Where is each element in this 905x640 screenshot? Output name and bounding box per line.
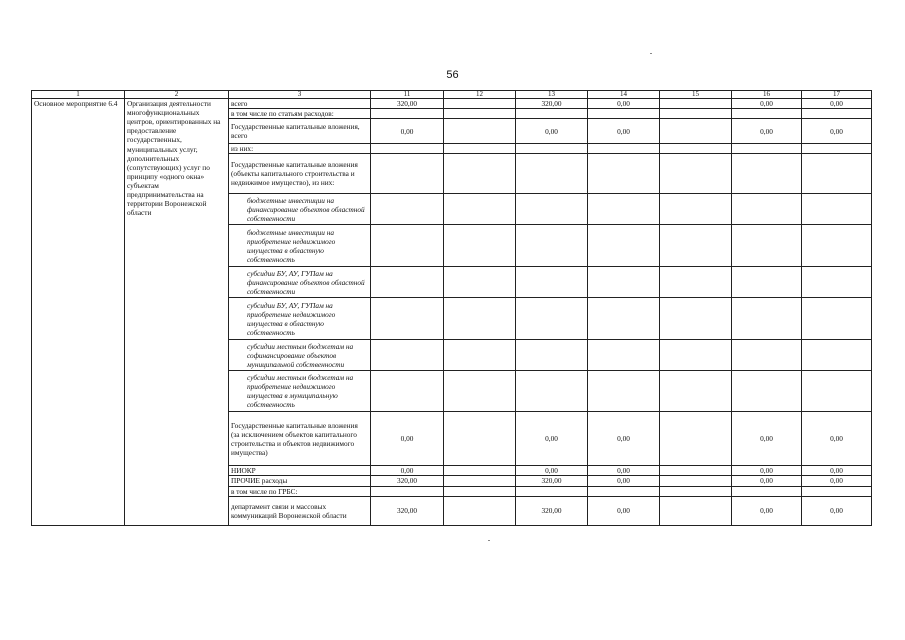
value-cell [660, 154, 732, 194]
value-cell [371, 154, 444, 194]
value-cell [660, 371, 732, 412]
value-cell: 320,00 [371, 496, 444, 525]
value-cell [660, 298, 732, 340]
value-cell: 0,00 [732, 496, 802, 525]
value-cell: 320,00 [516, 496, 588, 525]
scan-speck [488, 540, 490, 541]
value-cell [588, 194, 660, 225]
row-label: субсидии местным бюджетам на приобретение недвижимого имущества в муниципальную собственность [229, 371, 371, 412]
value-cell [732, 371, 802, 412]
value-cell [588, 486, 660, 496]
value-cell [516, 486, 588, 496]
measure-name: Организация деятельности многофункциональных центров, ориентированных на предоставление государственных, муниципальных услуг, дополнительных (сопутствующих) услуг по принципу «одного окна» субъектам предпринимательства на территории Воронежской области [125, 99, 229, 526]
value-cell [732, 486, 802, 496]
row-label: в том числе по статьям расходов: [229, 109, 371, 119]
value-cell: 0,00 [588, 466, 660, 476]
value-cell [371, 298, 444, 340]
value-cell [802, 340, 872, 371]
value-cell [588, 154, 660, 194]
col-header: 17 [802, 91, 872, 99]
value-cell: 0,00 [732, 99, 802, 109]
value-cell [732, 225, 802, 267]
value-cell: 0,00 [371, 466, 444, 476]
row-label: субсидии БУ, АУ, ГУПам на финансирование объектов областной собственности [229, 267, 371, 298]
col-header: 11 [371, 91, 444, 99]
scan-speck [650, 53, 652, 54]
value-cell [444, 298, 516, 340]
row-label: НИОКР [229, 466, 371, 476]
col-header: 13 [516, 91, 588, 99]
value-cell [660, 496, 732, 525]
value-cell: 320,00 [516, 476, 588, 486]
value-cell [444, 476, 516, 486]
value-cell [371, 267, 444, 298]
row-label: Государственные капитальные вложения, всего [229, 119, 371, 144]
table-row [32, 99, 872, 109]
value-cell: 0,00 [588, 119, 660, 144]
row-label: субсидии местным бюджетам на софинансирование объектов муниципальной собственности [229, 340, 371, 371]
value-cell [588, 144, 660, 154]
row-label: Государственные капитальные вложения (объекты капитального строительства и недвижимое имущество), из них: [229, 154, 371, 194]
value-cell: 0,00 [802, 119, 872, 144]
value-cell [444, 144, 516, 154]
value-cell: 0,00 [802, 99, 872, 109]
value-cell [660, 144, 732, 154]
value-cell [802, 267, 872, 298]
value-cell [516, 154, 588, 194]
value-cell: 0,00 [588, 476, 660, 486]
value-cell [802, 298, 872, 340]
value-cell [802, 194, 872, 225]
value-cell [516, 225, 588, 267]
value-cell: 0,00 [732, 412, 802, 466]
value-cell [444, 496, 516, 525]
value-cell [444, 119, 516, 144]
row-label: ПРОЧИЕ расходы [229, 476, 371, 486]
value-cell: 0,00 [802, 412, 872, 466]
value-cell: 0,00 [371, 412, 444, 466]
measure-code: Основное мероприятие 6.4 [32, 99, 125, 526]
value-cell: 320,00 [371, 99, 444, 109]
value-cell [516, 371, 588, 412]
value-cell [802, 486, 872, 496]
value-cell [660, 340, 732, 371]
value-cell [732, 194, 802, 225]
value-cell [660, 109, 732, 119]
value-cell: 0,00 [802, 466, 872, 476]
value-cell [444, 486, 516, 496]
value-cell: 0,00 [588, 496, 660, 525]
value-cell [802, 154, 872, 194]
value-cell [444, 99, 516, 109]
value-cell [516, 298, 588, 340]
budget-table [31, 90, 872, 526]
value-cell [732, 340, 802, 371]
value-cell [660, 466, 732, 476]
value-cell [444, 371, 516, 412]
value-cell: 0,00 [732, 119, 802, 144]
value-cell [732, 267, 802, 298]
value-cell [444, 466, 516, 476]
value-cell [588, 298, 660, 340]
value-cell [516, 144, 588, 154]
row-label: всего [229, 99, 371, 109]
value-cell [516, 267, 588, 298]
row-label: субсидии БУ, АУ, ГУПам на приобретение недвижимого имущества в областную собственность [229, 298, 371, 340]
value-cell [371, 486, 444, 496]
value-cell [732, 109, 802, 119]
value-cell: 0,00 [516, 119, 588, 144]
row-label: из них: [229, 144, 371, 154]
value-cell [444, 225, 516, 267]
value-cell: 0,00 [588, 412, 660, 466]
value-cell [444, 109, 516, 119]
value-cell [660, 225, 732, 267]
value-cell [371, 371, 444, 412]
col-header: 3 [229, 91, 371, 99]
value-cell [660, 476, 732, 486]
row-label: департамент связи и массовых коммуникаций Воронежской области [229, 496, 371, 525]
value-cell [660, 99, 732, 109]
header-row [32, 91, 872, 99]
row-label: в том числе по ГРБС: [229, 486, 371, 496]
value-cell [371, 194, 444, 225]
value-cell [660, 119, 732, 144]
row-label: Государственные капитальные вложения (за исключением объектов капитального строительства и объектов недвижимого имущества) [229, 412, 371, 466]
value-cell [732, 154, 802, 194]
value-cell [444, 267, 516, 298]
value-cell [660, 486, 732, 496]
value-cell [588, 109, 660, 119]
value-cell [516, 109, 588, 119]
value-cell [371, 225, 444, 267]
value-cell: 0,00 [516, 466, 588, 476]
value-cell [732, 144, 802, 154]
row-label: бюджетные инвестиции на приобретение недвижимого имущества в областную собственность [229, 225, 371, 267]
page-number: 56 [446, 69, 459, 81]
value-cell: 0,00 [732, 476, 802, 486]
value-cell [802, 225, 872, 267]
value-cell: 0,00 [516, 412, 588, 466]
value-cell [516, 340, 588, 371]
col-header: 1 [32, 91, 125, 99]
col-header: 14 [588, 91, 660, 99]
value-cell [660, 412, 732, 466]
value-cell [802, 371, 872, 412]
value-cell [660, 267, 732, 298]
value-cell: 0,00 [802, 476, 872, 486]
value-cell [444, 412, 516, 466]
value-cell [588, 371, 660, 412]
col-header: 2 [125, 91, 229, 99]
value-cell: 320,00 [371, 476, 444, 486]
value-cell [802, 144, 872, 154]
value-cell [588, 340, 660, 371]
value-cell [516, 194, 588, 225]
value-cell [444, 154, 516, 194]
value-cell [732, 298, 802, 340]
col-header: 15 [660, 91, 732, 99]
value-cell: 0,00 [588, 99, 660, 109]
value-cell: 320,00 [516, 99, 588, 109]
value-cell [371, 340, 444, 371]
value-cell [588, 225, 660, 267]
value-cell [660, 194, 732, 225]
value-cell [371, 109, 444, 119]
value-cell: 0,00 [732, 466, 802, 476]
value-cell: 0,00 [371, 119, 444, 144]
value-cell: 0,00 [802, 496, 872, 525]
value-cell [588, 267, 660, 298]
value-cell [444, 194, 516, 225]
value-cell [371, 144, 444, 154]
col-header: 16 [732, 91, 802, 99]
row-label: бюджетные инвестиции на финансирование объектов областной собственности [229, 194, 371, 225]
value-cell [802, 109, 872, 119]
col-header: 12 [444, 91, 516, 99]
value-cell [444, 340, 516, 371]
